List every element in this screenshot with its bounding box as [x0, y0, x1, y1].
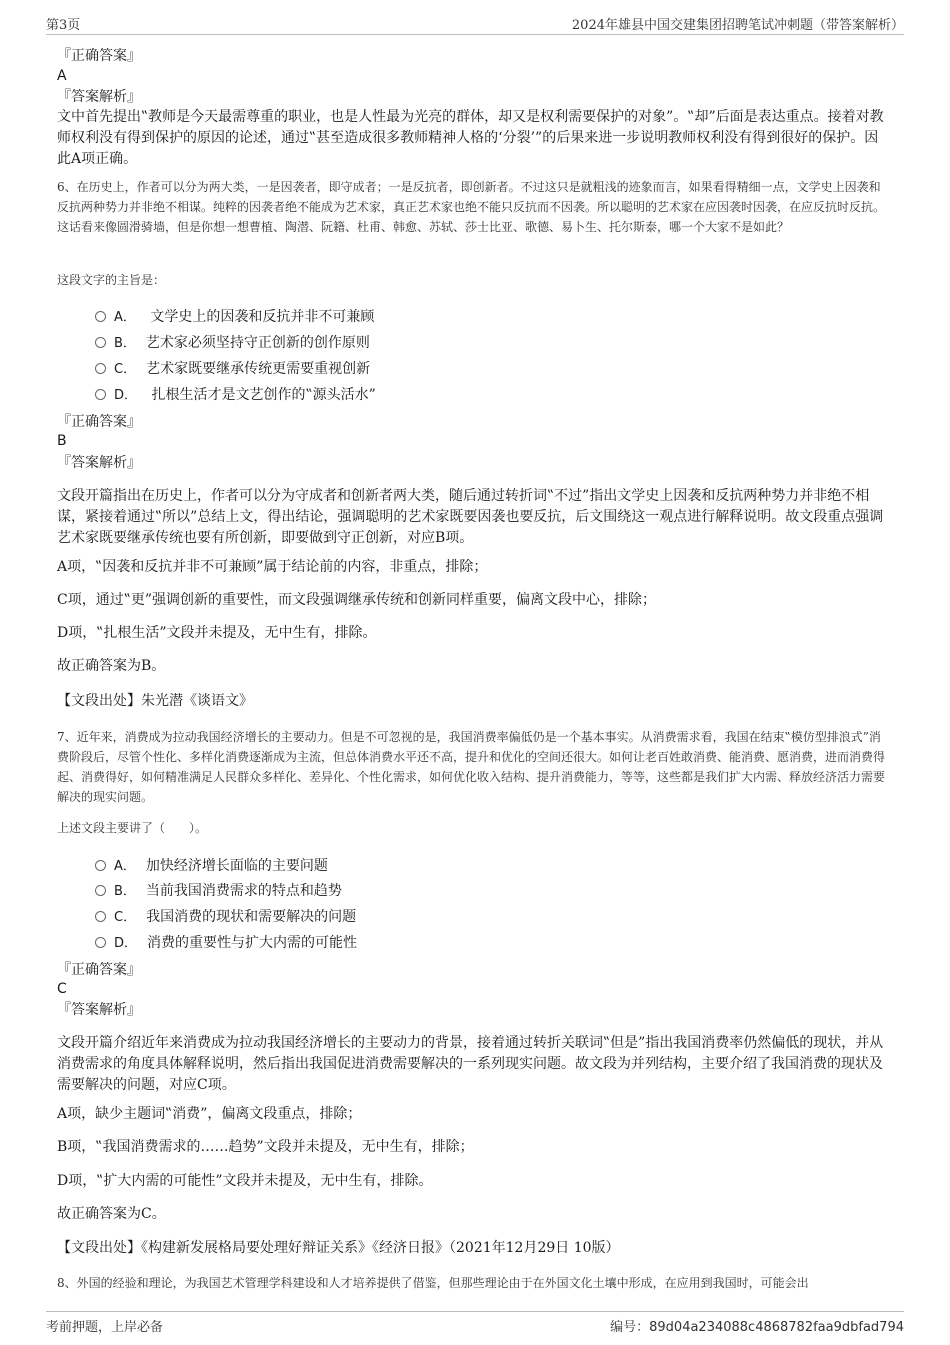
q6-question: 这段文字的主旨是： — [57, 273, 166, 287]
q7-answer-label: 『正确答案』 — [57, 962, 141, 978]
option-letter: A． — [114, 859, 136, 874]
q7-option-a[interactable] — [95, 856, 328, 877]
code-label: 编号： — [610, 1320, 650, 1335]
q7-option-b[interactable] — [95, 881, 342, 902]
option-text: 我国消费的现状和需要解决的问题 — [146, 909, 357, 925]
option-letter: D． — [114, 388, 138, 403]
option-text: 艺术家既要继承传统更需要重视创新 — [146, 361, 371, 377]
q6-analysis-a: A项，‟因袭和反抗并非不可兼顾”属于结论前的内容，非重点，排除； — [57, 559, 488, 575]
option-text: 艺术家必须坚持守正创新的创作原则 — [145, 335, 370, 351]
option-letter: A． — [114, 310, 136, 325]
prev-analysis-text: 文中首先提出‟教师是今天最需尊重的职业，也是人性最为光亮的群体，却又是权利需要保护的对象”。‟却”后面是表达重点。接着对教师权利没有得到保护的原因的论述，通过‟甚至造成很多教师精神人格的‘分裂’”的后果来进一步说明教师权利没有得到很好的保护。因此A项正确。 — [57, 109, 884, 167]
option-text: 消费的重要性与扩大内需的可能性 — [147, 935, 358, 951]
q6-source: 【文段出处】朱光潜《谈语文》 — [57, 693, 253, 709]
q7-option-c[interactable] — [95, 907, 356, 928]
q6-stem: 6、在历史上，作者可以分为两大类，一是因袭者，即守成者；一是反抗者，即创新者。不过这只是就粗浅的迹象而言，如果看得精细一点，文学史上因袭和反抗两种势力并非绝不相谋。纯粹的因袭者绝不能成为艺术家，真正艺术家也绝不能只反抗而不因袭。所以聪明的艺术家在应因袭时因袭，在应反抗时反抗。这话看来像圆滑骑墙，但是你想一想曹植、陶潜、阮籍、杜甫、韩愈、苏轼、莎士比亚、歌德、易卜生、托尔斯泰，哪一个大家不是如此？ — [57, 180, 886, 234]
page-number: 第3页 — [46, 18, 81, 33]
footer-slogan: 考前押题，上岸必备 — [46, 1320, 164, 1335]
option-text: 当前我国消费需求的特点和趋势 — [145, 883, 342, 899]
page-header — [46, 14, 904, 35]
q7-stem: 7、近年来，消费成为拉动我国经济增长的主要动力。但是不可忽视的是，我国消费率偏低仍是一个基本事实。从消费需求看，我国在结束‟模仿型排浪式”消费阶段后，尽管个性化、多样化消费逐渐成为主流，但总体消费水平还不高，提升和优化的空间还很大。如何让老百姓敢消费、能消费、愿消费，进而消费得起、消费得好，如何精准满足人民群众多样化、差异化、个性化需求，如何优化收入结构、提升消费能力，等等，这些都是我们扩大内需、释放经济活力需要解决的现实问题。 — [57, 730, 886, 804]
document-code — [610, 1316, 904, 1335]
option-text: 文学史上的因袭和反抗并非不可兼顾 — [145, 309, 375, 325]
q6-answer-label: 『正确答案』 — [57, 414, 141, 430]
radio-icon[interactable] — [95, 363, 106, 374]
option-text: 扎根生活才是文艺创作的‟源头活水” — [147, 387, 376, 403]
q6-option-a[interactable] — [95, 307, 374, 328]
q7-conclusion: 故正确答案为C。 — [57, 1206, 166, 1222]
q6-analysis-d: D项，‟扎根生活”文段并未提及，无中生有，排除。 — [57, 625, 377, 641]
q7-analysis-d: D项，‟扩大内需的可能性”文段并未提及，无中生有，排除。 — [57, 1173, 433, 1189]
q7-question: 上述文段主要讲了（ ）。 — [57, 821, 208, 835]
option-letter: B． — [114, 336, 136, 351]
radio-icon[interactable] — [95, 860, 106, 871]
q6-answer: B — [57, 433, 67, 449]
code-value: 89d04a234088c4868782faa9dbfad794 — [649, 1320, 904, 1335]
option-letter: D． — [114, 936, 138, 951]
q8-stem: 8、外国的经验和理论，为我国艺术管理学科建设和人才培养提供了借鉴，但那些理论由于在外国文化土壤中形成，在应用到我国时，可能会出 — [57, 1276, 809, 1290]
q6-option-d[interactable] — [95, 385, 376, 406]
q6-analysis-label: 『答案解析』 — [57, 455, 141, 471]
radio-icon[interactable] — [95, 389, 106, 400]
q6-analysis-main: 文段开篇指出在历史上，作者可以分为守成者和创新者两大类，随后通过转折词‟不过”指出文学史上因袭和反抗两种势力并非绝不相谋，紧接着通过‟所以”总结上文，得出结论，强调聪明的艺术家既要因袭也要反抗，后文围绕这一观点进行解释说明。故文段重点强调艺术家既要继承传统也要有所创新，即要做到守正创新，对应B项。 — [57, 488, 884, 546]
option-letter: C． — [114, 362, 137, 377]
page-footer — [46, 1311, 904, 1334]
q7-analysis-b: B项，‟我国消费需求的……趋势”文段并未提及，无中生有，排除； — [57, 1139, 474, 1155]
q7-answer: C — [57, 981, 67, 997]
radio-icon[interactable] — [95, 337, 106, 348]
option-text: 加快经济增长面临的主要问题 — [145, 858, 328, 874]
q7-option-d[interactable] — [95, 933, 357, 954]
radio-icon[interactable] — [95, 937, 106, 948]
prev-answer: A — [57, 68, 67, 84]
radio-icon[interactable] — [95, 311, 106, 322]
q6-conclusion: 故正确答案为B。 — [57, 658, 166, 674]
q7-analysis-main: 文段开篇介绍近年来消费成为拉动我国经济增长的主要动力的背景，接着通过转折关联词‟但是”指出我国消费率仍然偏低的现状，并从消费需求的角度具体解释说明，然后指出我国促进消费需要解决的一系列现实问题。故文段为并列结构，主要介绍了我国消费的现状及需要解决的问题，对应C项。 — [57, 1035, 884, 1093]
radio-icon[interactable] — [95, 885, 106, 896]
radio-icon[interactable] — [95, 911, 106, 922]
q6-analysis-c: C项，通过‟更”强调创新的重要性，而文段强调继承传统和创新同样重要，偏离文段中心，排除； — [57, 592, 657, 608]
prev-analysis-label: 『答案解析』 — [57, 89, 141, 105]
q6-option-c[interactable] — [95, 359, 370, 380]
option-letter: B． — [114, 884, 136, 899]
q7-source: 【文段出处】《构建新发展格局要处理好辩证关系》《经济日报》（2021年12月29日 10版） — [57, 1240, 620, 1256]
q6-option-b[interactable] — [95, 333, 370, 354]
q7-analysis-label: 『答案解析』 — [57, 1002, 141, 1018]
q7-analysis-a: A项，缺少主题词‟消费”，偏离文段重点，排除； — [57, 1106, 362, 1122]
prev-answer-label: 『正确答案』 — [57, 48, 141, 64]
document-title: 2024年雄县中国交建集团招聘笔试冲刺题（带答案解析） — [571, 18, 904, 33]
option-letter: C． — [114, 910, 137, 925]
